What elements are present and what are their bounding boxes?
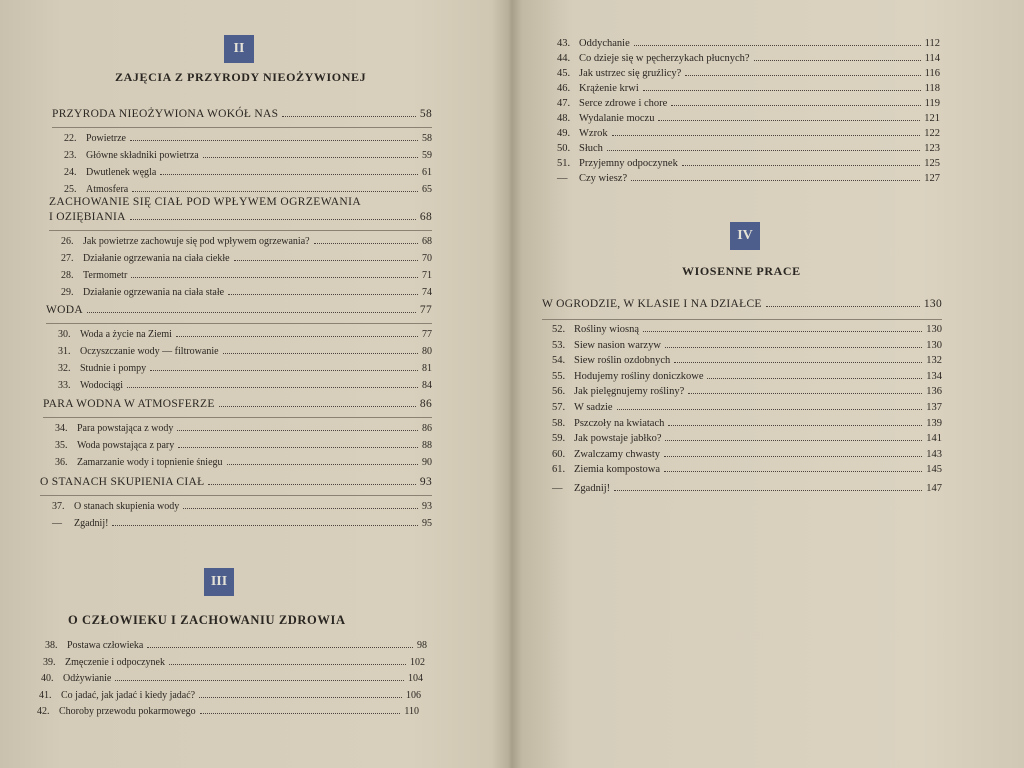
leader-dots xyxy=(664,455,922,457)
toc-entry xyxy=(552,449,942,460)
section-rule xyxy=(52,127,432,128)
entry-title: Woda powstająca z pary xyxy=(77,440,175,451)
toc-entry xyxy=(557,38,940,49)
leader-dots xyxy=(607,149,920,151)
entry-number: 32. xyxy=(58,363,71,374)
entry-page: 132 xyxy=(926,355,942,367)
entry-page: 88 xyxy=(422,440,432,451)
entry-number: — xyxy=(557,173,568,184)
entry-number: 61. xyxy=(552,464,566,476)
entry-title: Siew roślin ozdobnych xyxy=(574,355,671,367)
right-page xyxy=(512,0,1024,768)
entry-title: Co jadać, jak jadać i kiedy jadać? xyxy=(61,689,196,701)
toc-entry xyxy=(61,270,432,281)
entry-title: Słuch xyxy=(579,143,603,154)
leader-dots xyxy=(643,89,921,91)
section-title-cont: I OZIĘBIANIA xyxy=(49,211,126,223)
leader-dots xyxy=(665,439,922,441)
entry-number: 31. xyxy=(58,346,71,357)
entry-title: Hodujemy rośliny doniczkowe xyxy=(574,370,704,382)
entry-title: Atmosfera xyxy=(86,184,129,195)
leader-dots xyxy=(131,276,418,278)
entry-page: 130 xyxy=(926,324,942,335)
toc-entry xyxy=(557,98,940,109)
entry-page: 130 xyxy=(926,339,942,351)
leader-dots xyxy=(178,446,418,448)
left-page xyxy=(0,0,500,768)
entry-number: 58. xyxy=(552,417,566,429)
entry-page: 104 xyxy=(408,673,423,684)
leader-dots xyxy=(115,679,404,681)
toc-section xyxy=(49,211,432,223)
leader-dots xyxy=(658,119,920,121)
leader-dots xyxy=(634,44,921,46)
entry-number: 53. xyxy=(552,339,566,351)
leader-dots xyxy=(176,335,418,337)
entry-title: Pszczoły na kwiatach xyxy=(574,417,665,429)
toc-entry xyxy=(552,386,942,397)
entry-title: Odżywianie xyxy=(63,673,112,684)
section-title: W OGRODZIE, W KLASIE I NA DZIAŁCE xyxy=(542,298,762,310)
leader-dots xyxy=(228,293,418,295)
entry-title: Zgadnij! xyxy=(74,518,109,529)
entry-number: 52. xyxy=(552,324,566,335)
leader-dots xyxy=(314,242,418,244)
entry-title: Siew nasion warzyw xyxy=(574,339,661,351)
entry-number: 27. xyxy=(61,253,74,264)
entry-title: Zamarzanie wody i topnienie śniegu xyxy=(77,457,223,468)
leader-dots xyxy=(132,190,418,192)
entry-number: 22. xyxy=(64,133,77,144)
leader-dots xyxy=(234,259,418,261)
entry-page: 86 xyxy=(422,423,432,434)
toc-entry xyxy=(552,464,942,475)
toc-section xyxy=(52,108,432,120)
entry-page: 143 xyxy=(926,448,942,460)
entry-page: 84 xyxy=(422,380,432,391)
entry-title: Para powstająca z wody xyxy=(77,423,174,434)
entry-page: 68 xyxy=(422,236,432,247)
entry-number: 51. xyxy=(557,158,571,169)
section-rule xyxy=(46,323,432,324)
toc-entry xyxy=(552,355,942,366)
toc-entry xyxy=(552,433,942,444)
entry-title: Zwalczamy chwasty xyxy=(574,448,661,460)
entry-title: Serce zdrowe i chore xyxy=(579,98,668,109)
entry-number: 55. xyxy=(552,370,566,382)
entry-page: 81 xyxy=(422,363,432,374)
entry-page: 121 xyxy=(924,113,940,124)
entry-number: 42. xyxy=(37,706,50,717)
entry-title: Zmęczenie i odpoczynek xyxy=(65,656,165,668)
leader-dots xyxy=(177,429,418,431)
section-title: O STANACH SKUPIENIA CIAŁ xyxy=(40,476,205,488)
entry-title: Przyjemny odpoczynek xyxy=(579,158,678,169)
toc-entry xyxy=(557,113,940,124)
entry-number: 38. xyxy=(45,640,58,651)
entry-number: 41. xyxy=(39,689,52,701)
entry-number: 26. xyxy=(61,236,74,247)
toc-entry xyxy=(557,83,940,94)
entry-number: 59. xyxy=(552,433,566,445)
section-page: 77 xyxy=(419,304,432,316)
entry-page: 70 xyxy=(422,253,432,264)
section-page: 86 xyxy=(419,398,432,410)
entry-page: 127 xyxy=(924,173,940,184)
toc-entry xyxy=(37,706,419,717)
entry-page: 136 xyxy=(926,386,942,398)
section-rule xyxy=(40,495,432,496)
entry-number: 23. xyxy=(64,150,77,161)
entry-page: 90 xyxy=(422,457,432,468)
section-title: WODA xyxy=(46,304,83,316)
entry-title: Działanie ogrzewania na ciała stałe xyxy=(83,287,225,298)
leader-dots xyxy=(227,463,418,465)
entry-page: 74 xyxy=(422,287,432,298)
leader-dots xyxy=(674,361,922,363)
toc-entry xyxy=(557,143,940,154)
entry-number: 36. xyxy=(55,457,68,468)
toc-entry xyxy=(55,457,432,468)
entry-title: Zgadnij! xyxy=(574,483,611,494)
leader-dots xyxy=(754,59,921,61)
entry-number: 35. xyxy=(55,440,68,451)
entry-title: O stanach skupienia wody xyxy=(74,501,180,512)
entry-page: 95 xyxy=(422,518,432,529)
entry-page: 119 xyxy=(924,98,940,109)
chapter-3-title: O CZŁOWIEKU I ZACHOWANIU ZDROWIA xyxy=(68,613,346,627)
toc-entry xyxy=(61,287,432,298)
chapter-3-number: III xyxy=(204,568,234,596)
entry-number: 50. xyxy=(557,143,571,154)
toc-entry xyxy=(39,690,421,701)
entry-number: 29. xyxy=(61,287,74,298)
entry-number: 54. xyxy=(552,355,566,367)
toc-entry xyxy=(557,68,940,79)
entry-title: Działanie ogrzewania na ciała ciekłe xyxy=(83,253,230,264)
toc-entry xyxy=(552,371,942,382)
leader-dots xyxy=(199,696,402,698)
entry-number: 60. xyxy=(552,448,566,460)
entry-number: 49. xyxy=(557,128,571,139)
entry-title: Co dzieje się w pęcherzykach płucnych? xyxy=(579,53,750,64)
entry-title: W sadzie xyxy=(574,402,613,413)
toc-section xyxy=(40,476,432,488)
leader-dots xyxy=(200,712,401,714)
leader-dots xyxy=(707,377,922,379)
section-title: ZACHOWANIE SIĘ CIAŁ POD WPŁYWEM OGRZEWANIA xyxy=(49,196,362,208)
entry-page: 118 xyxy=(924,83,940,94)
leader-dots xyxy=(671,104,920,106)
toc-entry xyxy=(557,158,940,169)
entry-title: Oczyszczanie wody — filtrowanie xyxy=(80,346,219,357)
entry-title: Rośliny wiosną xyxy=(574,324,640,335)
entry-title: Jak powietrze zachowuje się pod wpływem ogrzewania? xyxy=(83,236,310,247)
toc-section xyxy=(43,398,432,410)
entry-number: 47. xyxy=(557,98,571,109)
section-page: 93 xyxy=(419,476,432,488)
entry-number: — xyxy=(52,518,62,529)
entry-page: 71 xyxy=(422,270,432,281)
entry-title: Czy wiesz? xyxy=(579,173,628,184)
toc-entry xyxy=(58,380,432,391)
entry-title: Choroby przewodu pokarmowego xyxy=(59,706,196,717)
chapter-2-number: II xyxy=(224,35,254,63)
entry-number: 24. xyxy=(64,167,77,178)
leader-dots xyxy=(643,330,922,332)
leader-dots xyxy=(130,139,418,141)
toc-entry xyxy=(557,53,940,64)
toc-entry xyxy=(61,236,432,247)
entry-title: Jak ustrzec się gruźlicy? xyxy=(579,68,682,79)
entry-title: Wydalanie moczu xyxy=(579,113,655,124)
toc-entry xyxy=(55,423,432,434)
chapter-2-title: ZAJĘCIA Z PRZYRODY NIEOŻYWIONEJ xyxy=(115,70,367,84)
leader-dots xyxy=(160,173,418,175)
entry-page: 139 xyxy=(926,417,942,429)
entry-number: 57. xyxy=(552,402,566,413)
entry-page: 147 xyxy=(926,483,942,494)
entry-page: 58 xyxy=(422,133,432,144)
entry-title: Dwutlenek węgla xyxy=(86,167,157,178)
entry-page: 114 xyxy=(924,53,940,64)
leader-dots xyxy=(766,305,920,307)
toc-entry xyxy=(552,402,942,413)
entry-title: Postawa człowieka xyxy=(67,640,144,651)
entry-page: 65 xyxy=(422,184,432,195)
entry-title: Studnie i pompy xyxy=(80,363,147,374)
toc-entry xyxy=(55,440,432,451)
entry-title: Powietrze xyxy=(86,133,126,144)
toc-entry xyxy=(58,363,432,374)
leader-dots xyxy=(682,164,920,166)
entry-number: 37. xyxy=(52,501,65,512)
entry-page: 110 xyxy=(404,706,419,717)
entry-title: Wodociągi xyxy=(80,380,124,391)
leader-dots xyxy=(219,405,416,407)
entry-title: Woda a życie na Ziemi xyxy=(80,329,172,340)
toc-entry xyxy=(52,501,432,512)
toc-entry xyxy=(552,418,942,429)
entry-page: 137 xyxy=(926,402,942,413)
toc-entry xyxy=(45,640,427,651)
entry-page: 102 xyxy=(410,656,425,668)
chapter-4-section xyxy=(542,298,942,310)
toc-entry xyxy=(52,518,432,529)
leader-dots xyxy=(614,489,922,491)
entry-page: 123 xyxy=(924,143,940,154)
leader-dots xyxy=(612,134,921,136)
toc-entry xyxy=(557,173,940,184)
toc-entry xyxy=(58,329,432,340)
entry-title: Główne składniki powietrza xyxy=(86,150,199,161)
entry-number: 33. xyxy=(58,380,71,391)
toc-entry xyxy=(58,346,432,357)
toc-entry xyxy=(552,340,942,351)
leader-dots xyxy=(147,646,413,648)
section-title: PRZYRODA NIEOŻYWIONA WOKÓŁ NAS xyxy=(52,108,279,120)
section-title: PARA WODNA W ATMOSFERZE xyxy=(43,398,215,410)
section-page: 130 xyxy=(923,298,942,310)
leader-dots xyxy=(617,408,923,410)
entry-title: Ziemia kompostowa xyxy=(574,464,661,476)
entry-page: 112 xyxy=(924,38,940,49)
toc-entry xyxy=(61,253,432,264)
entry-number: 25. xyxy=(64,184,77,195)
leader-dots xyxy=(150,369,418,371)
leader-dots xyxy=(130,218,416,220)
entry-number: 39. xyxy=(43,656,56,668)
entry-page: 59 xyxy=(422,150,432,161)
toc-entry xyxy=(64,133,432,144)
toc-entry xyxy=(64,167,432,178)
chapter-4-number: IV xyxy=(730,222,760,250)
leader-dots xyxy=(127,386,418,388)
entry-page: 98 xyxy=(417,640,427,651)
toc-entry xyxy=(552,324,942,335)
toc-entry xyxy=(64,150,432,161)
entry-page: 125 xyxy=(924,158,940,169)
entry-page: 122 xyxy=(924,128,940,139)
entry-title: Wzrok xyxy=(579,128,608,139)
leader-dots xyxy=(208,483,415,485)
entry-page: 80 xyxy=(422,346,432,357)
section-page: 68 xyxy=(419,211,432,223)
leader-dots xyxy=(668,424,922,426)
entry-number: 45. xyxy=(557,68,571,79)
leader-dots xyxy=(664,470,922,472)
leader-dots xyxy=(631,179,920,181)
entry-number: 40. xyxy=(41,673,54,684)
entry-number: 28. xyxy=(61,270,74,281)
leader-dots xyxy=(223,352,418,354)
entry-title: Termometr xyxy=(83,270,128,281)
entry-page: 145 xyxy=(926,464,942,476)
toc-entry xyxy=(552,483,942,494)
entry-title: Jak powstaje jabłko? xyxy=(574,433,662,445)
leader-dots xyxy=(183,507,418,509)
entry-number: 43. xyxy=(557,38,571,49)
leader-dots xyxy=(203,156,418,158)
section-rule xyxy=(43,417,432,418)
leader-dots xyxy=(282,115,416,117)
section-page: 58 xyxy=(419,108,432,120)
leader-dots xyxy=(685,74,920,76)
toc-section xyxy=(46,304,432,316)
entry-number: 44. xyxy=(557,53,571,64)
entry-number: 34. xyxy=(55,423,68,434)
entry-page: 106 xyxy=(406,689,421,701)
section-rule xyxy=(49,230,432,231)
leader-dots xyxy=(87,311,416,313)
toc-entry xyxy=(41,673,423,684)
leader-dots xyxy=(112,524,418,526)
entry-number: 30. xyxy=(58,329,71,340)
chapter-4-title: WIOSENNE PRACE xyxy=(682,264,801,278)
entry-number: 48. xyxy=(557,113,571,124)
toc-entry xyxy=(43,657,425,668)
leader-dots xyxy=(688,392,922,394)
entry-number: 56. xyxy=(552,386,566,398)
entry-title: Jak pielęgnujemy rośliny? xyxy=(574,386,685,398)
entry-page: 61 xyxy=(422,167,432,178)
entry-title: Oddychanie xyxy=(579,38,630,49)
leader-dots xyxy=(169,663,406,665)
entry-title: Krążenie krwi xyxy=(579,83,639,94)
toc-entry xyxy=(557,128,940,139)
entry-page: 134 xyxy=(926,370,942,382)
entry-page: 141 xyxy=(926,433,942,445)
toc-entry xyxy=(64,184,432,195)
entry-page: 77 xyxy=(422,329,432,340)
entry-number: — xyxy=(552,483,563,494)
leader-dots xyxy=(665,346,922,348)
entry-page: 93 xyxy=(422,501,432,512)
entry-number: 46. xyxy=(557,83,571,94)
section-rule xyxy=(542,319,942,320)
entry-page: 116 xyxy=(924,68,940,79)
